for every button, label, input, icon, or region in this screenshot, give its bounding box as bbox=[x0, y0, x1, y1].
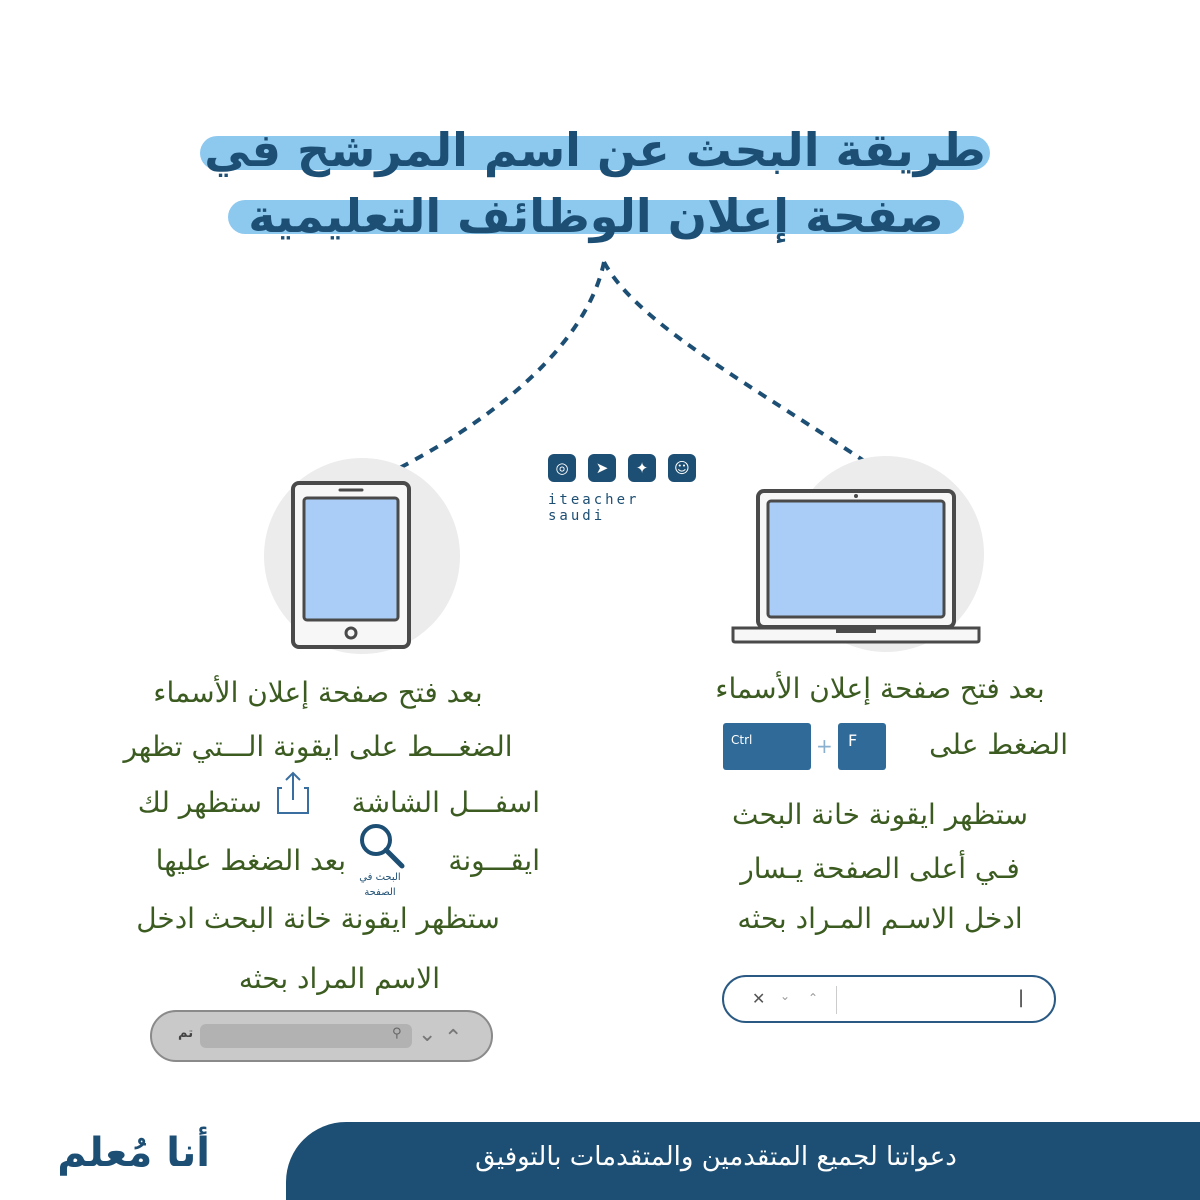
chevron-down-icon[interactable]: ⌄ bbox=[418, 1022, 437, 1047]
desktop-line-3: ستظهر ايقونة خانة البحث bbox=[732, 798, 1028, 831]
desktop-line-2: الضغط على bbox=[929, 728, 1068, 761]
page-title-line-1: طريقة البحث عن اسم المرشح في bbox=[204, 123, 986, 177]
f-key-label: F bbox=[848, 731, 858, 750]
desktop-line-4: فـي أعلى الصفحة يـسار bbox=[740, 852, 1020, 885]
footer-message: دعواتنا لجميع المتقدمين والمتقدمات بالتوفيق bbox=[475, 1142, 957, 1172]
social-handle: iteacher saudi bbox=[548, 492, 640, 524]
instagram-icon[interactable]: ◎ bbox=[548, 454, 576, 482]
desktop-instructions bbox=[680, 672, 1080, 942]
desktop-line-1: بعد فتح صفحة إعلان الأسماء bbox=[715, 672, 1045, 705]
f-key bbox=[838, 723, 886, 770]
mobile-line-6: بعد الضغط عليها bbox=[155, 844, 346, 877]
chevron-up-icon[interactable]: ⌃ bbox=[808, 991, 819, 1005]
mobile-line-5: ايقـــونة bbox=[448, 844, 540, 877]
mobile-line-4: ستظهر لك bbox=[137, 786, 262, 819]
desktop-line-5: ادخل الاسـم المـراد بحثه bbox=[737, 902, 1023, 935]
mobile-instructions bbox=[96, 676, 540, 1006]
tablet-icon bbox=[290, 480, 412, 650]
mobile-find-input[interactable] bbox=[200, 1024, 412, 1048]
search-icon bbox=[356, 822, 408, 870]
done-button[interactable]: تم bbox=[178, 1026, 194, 1041]
mobile-line-8: الاسم المراد بحثه bbox=[238, 962, 440, 995]
ctrl-key bbox=[723, 723, 811, 770]
snapchat-icon[interactable]: ☺ bbox=[668, 454, 696, 482]
brand-logo: أنا مُعلم bbox=[57, 1130, 210, 1176]
mobile-line-2: الضغـــط على ايقونة الـــتي تظهر bbox=[123, 730, 513, 763]
field-search-icon: ⚲ bbox=[392, 1026, 402, 1041]
ctrl-key-label: Ctrl bbox=[731, 733, 753, 747]
twitter-icon[interactable]: ✦ bbox=[628, 454, 656, 482]
plus-sign: + bbox=[816, 734, 833, 758]
share-icon bbox=[275, 770, 311, 816]
telegram-icon[interactable]: ➤ bbox=[588, 454, 616, 482]
mobile-line-7: ستظهر ايقونة خانة البحث ادخل bbox=[136, 902, 500, 935]
search-in-page-label: البحث في الصفحة bbox=[359, 872, 401, 898]
find-divider bbox=[836, 986, 837, 1014]
social-block bbox=[548, 454, 698, 524]
chevron-down-icon[interactable]: ⌄ bbox=[780, 989, 791, 1003]
mobile-find-bar[interactable] bbox=[150, 1010, 493, 1062]
find-input-caret[interactable]: | bbox=[1018, 987, 1025, 1008]
chevron-up-icon[interactable]: ⌃ bbox=[444, 1026, 463, 1051]
page-title-line-2: صفحة إعلان الوظائف التعليمية bbox=[248, 189, 944, 243]
close-icon[interactable]: ✕ bbox=[752, 989, 766, 1008]
desktop-find-bar[interactable] bbox=[722, 975, 1056, 1023]
mobile-line-3: اسفـــل الشاشة bbox=[351, 786, 540, 819]
laptop-icon bbox=[730, 488, 982, 646]
mobile-line-1: بعد فتح صفحة إعلان الأسماء bbox=[153, 676, 483, 709]
